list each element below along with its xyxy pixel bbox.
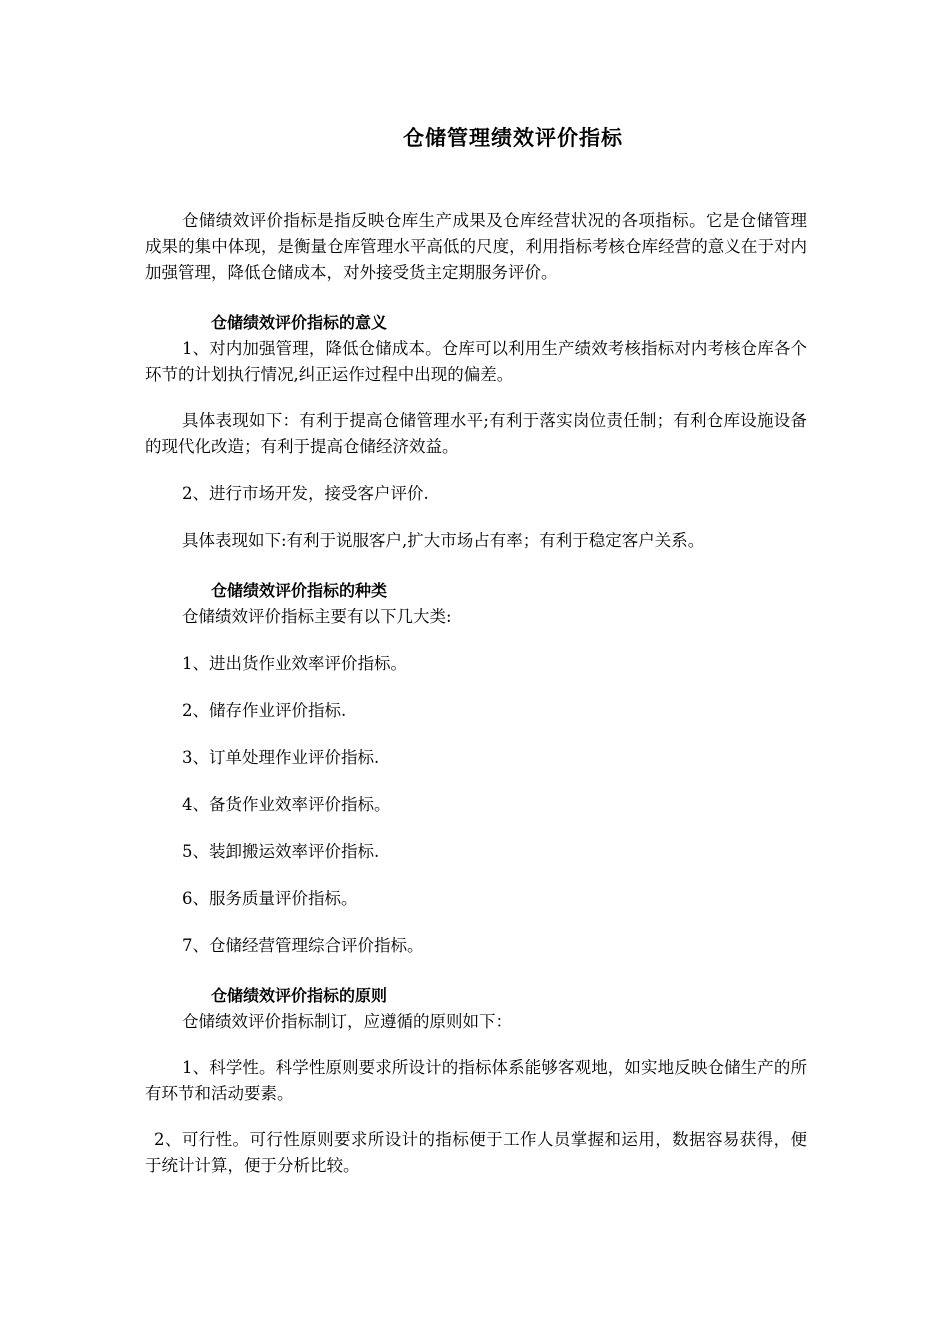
section-heading-significance: 仓储绩效评价指标的意义 xyxy=(211,313,388,332)
list-item: 2、储存作业评价指标. xyxy=(182,701,347,720)
paragraph: 仓储绩效评价指标制订，应遵循的原则如下： xyxy=(182,1012,512,1031)
paragraph: 2、可行性。可行性原则要求所设计的指标便于工作人员掌握和运用，数据容易获得，便于统计计算，便于分析比较。 xyxy=(145,1130,807,1175)
list-item: 6、服务质量评价指标。 xyxy=(182,889,358,908)
intro-paragraph: 仓储绩效评价指标是指反映仓库生产成果及仓库经营状况的各项指标。它是仓储管理成果的集中体现，是衡量仓库管理水平高低的尺度，利用指标考核仓库经营的意义在于对内加强管理，降低仓储成本，对外接受货主定期服务评价。 xyxy=(145,211,807,282)
paragraph: 1、科学性。科学性原则要求所设计的指标体系能够客观地，如实地反映仓储生产的所有环节和活动要素。 xyxy=(145,1058,807,1103)
document-page xyxy=(145,120,807,1179)
list-item: 1、进出货作业效率评价指标。 xyxy=(182,654,407,673)
paragraph: 2、进行市场开发，接受客户评价. xyxy=(182,484,429,503)
paragraph: 1、对内加强管理，降低仓储成本。仓库可以利用生产绩效考核指标对内考核仓库各个环节的计划执行情况,纠正运作过程中出现的偏差。 xyxy=(145,339,807,384)
paragraph: 具体表现如下:有利于说服客户,扩大市场占有率；有利于稳定客户关系。 xyxy=(182,531,705,550)
section-heading-principles: 仓储绩效评价指标的原则 xyxy=(211,986,388,1005)
list-item: 3、订单处理作业评价指标. xyxy=(182,748,380,767)
list-item: 5、装卸搬运效率评价指标. xyxy=(182,842,380,861)
list-item: 7、仓储经营管理综合评价指标。 xyxy=(182,936,424,955)
paragraph: 仓储绩效评价指标主要有以下几大类: xyxy=(182,607,452,626)
document-title: 仓储管理绩效评价指标 xyxy=(403,126,623,150)
paragraph: 具体表现如下：有利于提高仓储管理水平;有利于落实岗位责任制；有利仓库设施设备的现代化改造；有利于提高仓储经济效益。 xyxy=(145,411,807,456)
section-heading-types: 仓储绩效评价指标的种类 xyxy=(211,581,388,600)
list-item: 4、备货作业效率评价指标。 xyxy=(182,795,391,814)
